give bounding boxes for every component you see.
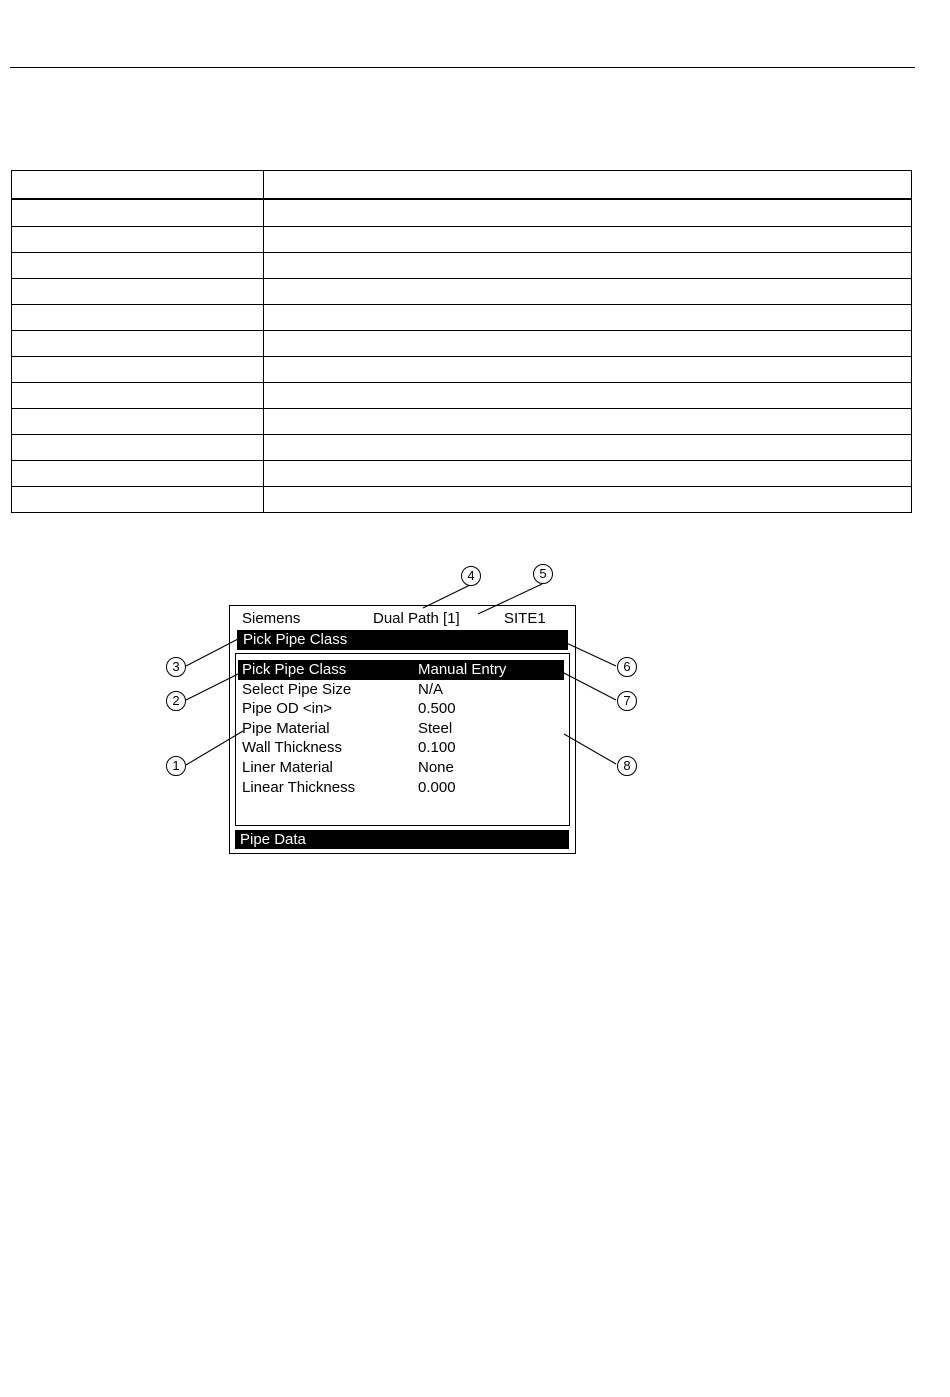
menu-item-value: None: [418, 759, 454, 776]
menu-item-value: Steel: [418, 720, 453, 737]
legend-table: [11, 170, 912, 513]
footer-bar: [235, 830, 569, 849]
title-bar: [237, 630, 568, 650]
menu-item-pipe-od[interactable]: [242, 700, 456, 718]
menu-item-label: Liner Material: [242, 759, 333, 776]
header-mode: Dual Path [1]: [373, 610, 460, 627]
table-row: [12, 226, 911, 252]
page-header-rule: [10, 67, 915, 68]
menu-item-liner-material[interactable]: [242, 759, 454, 777]
footer-bar-label: Pipe Data: [240, 831, 306, 848]
menu-item-value: N/A: [418, 681, 444, 698]
callout-2: 2: [166, 691, 186, 711]
menu-item-wall-thickness[interactable]: [242, 739, 456, 757]
table-row: [12, 486, 911, 512]
table-row: [12, 304, 911, 330]
menu-item-label: Wall Thickness: [242, 739, 343, 756]
table-row: [12, 356, 911, 382]
table-row: [12, 278, 911, 304]
menu-item-label: Pick Pipe Class: [242, 661, 347, 678]
table-row: [12, 460, 911, 486]
callout-8: 8: [617, 756, 637, 776]
callout-4: 4: [461, 566, 481, 586]
callout-1: 1: [166, 756, 186, 776]
table-row: [12, 434, 911, 460]
callout-7: 7: [617, 691, 637, 711]
header-brand: Siemens: [242, 610, 301, 627]
menu-item-value: 0.500: [418, 700, 456, 717]
header-site: SITE1: [504, 610, 546, 627]
table-row: [12, 408, 911, 434]
menu-item-label: Select Pipe Size: [242, 681, 352, 698]
menu-item-value: 0.000: [418, 779, 456, 796]
menu-item-linear-thickness[interactable]: [242, 779, 456, 797]
menu-item-pipe-material[interactable]: [242, 720, 453, 738]
table-row: [12, 252, 911, 278]
menu-item-value: 0.100: [418, 739, 456, 756]
menu-item-pick-pipe-class[interactable]: [238, 660, 564, 680]
menu-item-label: Linear Thickness: [242, 779, 356, 796]
title-bar-label: Pick Pipe Class: [243, 631, 348, 648]
table-row: [12, 382, 911, 408]
callout-3: 3: [166, 657, 186, 677]
menu-item-label: Pipe Material: [242, 720, 330, 737]
table-row: [12, 330, 911, 356]
menu-item-label: Pipe OD <in>: [242, 700, 333, 717]
menu-item-value: Manual Entry: [418, 661, 507, 678]
callout-6: 6: [617, 657, 637, 677]
menu-item-select-pipe-size[interactable]: [242, 681, 444, 699]
table-row: [12, 200, 911, 226]
table-header-row: [12, 171, 911, 200]
callout-5: 5: [533, 564, 553, 584]
